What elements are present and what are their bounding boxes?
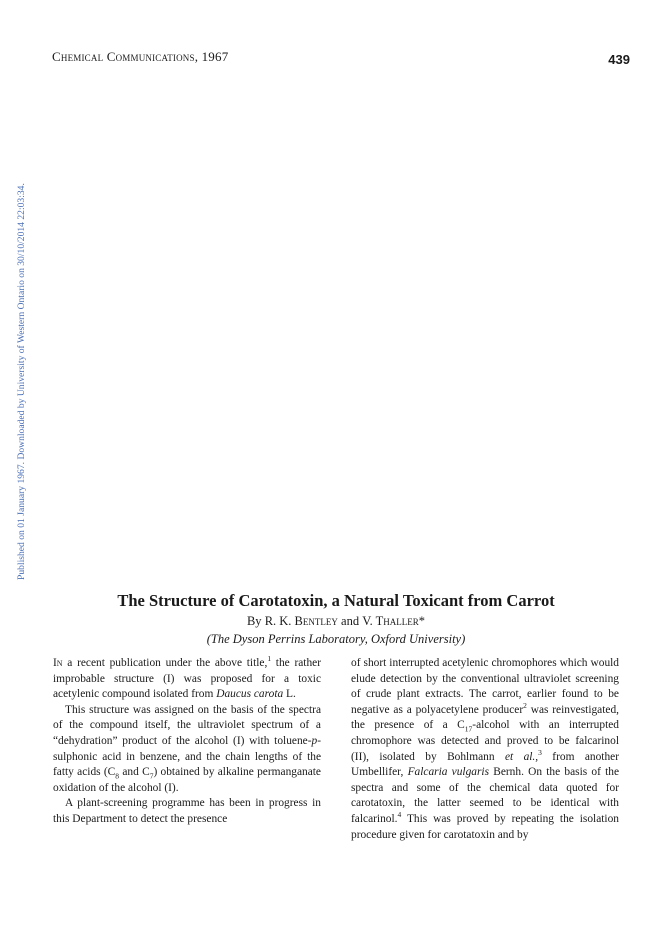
author-thaller: V. Thaller* <box>362 614 426 628</box>
text-run: This structure was assigned on the basis of the spectra of the compound itself, the ultraviolet spectrum of a “dehydration” product of the alcohol (I) with toluene- <box>53 703 321 747</box>
article-title: The Structure of Carotatoxin, a Natural Toxicant from Carrot <box>117 591 555 610</box>
ref-4: 4 <box>397 810 402 820</box>
byline <box>0 614 672 629</box>
ref-1: 1 <box>267 654 272 664</box>
text-run: a recent publication under the above title, <box>62 657 268 669</box>
species-daucus-carota: Daucus carota <box>216 688 284 701</box>
paragraph-2 <box>53 703 321 797</box>
ref-2: 2 <box>523 700 527 710</box>
byline-and: and <box>341 614 360 628</box>
text-run: was reinvestigated, the presence of a C <box>351 703 620 732</box>
affiliation: (The Dyson Perrins Laboratory, Oxford University) <box>206 632 466 646</box>
et-al: et al., <box>504 750 539 763</box>
paragraph-3: A plant-screening programme has been in progress in this Department to detect the presence <box>53 797 321 825</box>
paragraph-1 <box>53 656 321 703</box>
text-run: ) obtained by alkaline permanganate oxidation of the alcohol (I). <box>53 766 321 794</box>
text-run: -sulphonic acid in benzene, and the chain lengths of the fatty acids (C <box>53 734 321 779</box>
author-bentley: R. K. Bentley <box>264 614 338 628</box>
running-header-journal: Chemical Communications, 1967 <box>52 49 229 64</box>
text-run: from another Umbellifer, <box>351 750 619 779</box>
paragraph-4 <box>351 656 619 843</box>
text-run: and C <box>119 766 150 779</box>
text-run: of short interrupted acetylenic chromophores which would elude detection by the conventional ultraviolet screening of crude plant extracts. The carrot, earlier found to be negative as a polyacetylene producer <box>351 657 619 716</box>
body-column-left <box>53 656 321 828</box>
ref-3: 3 <box>538 747 542 757</box>
subscript-8: 8 <box>115 771 120 781</box>
download-watermark[interactable] <box>4 150 27 580</box>
species-falcaria-vulgaris: Falcaria vulgaris <box>407 766 490 779</box>
subscript-17: 17 <box>464 724 473 734</box>
text-run: Bernh. On the basis of the spectra and some of the chemical data quoted for carotatoxin, the latter seemed to be identical with falcarinol. <box>351 766 620 825</box>
byline-by: By <box>246 614 262 628</box>
page-number: 439 <box>608 52 630 67</box>
text-run: the rather improbable structure (I) was proposed for a toxic acetylenic compound isolated from <box>53 657 322 701</box>
text-run: -alcohol with an interrupted chromophore was detected and proved to be falcarinol (II), isolated by Bohlmann <box>351 719 619 763</box>
lead-word: In <box>53 657 63 669</box>
subscript-7: 7 <box>149 771 154 781</box>
watermark-text[interactable]: Published on 01 January 1967. Downloaded by University of Western Ontario on 30/10/2014 22:03:34. <box>16 183 27 580</box>
text-run: L. <box>283 688 296 701</box>
text-run: This was proved by repeating the isolation procedure given for carotatoxin and by <box>351 812 619 841</box>
body-column-right <box>351 656 619 843</box>
para-prefix: p <box>311 734 318 747</box>
